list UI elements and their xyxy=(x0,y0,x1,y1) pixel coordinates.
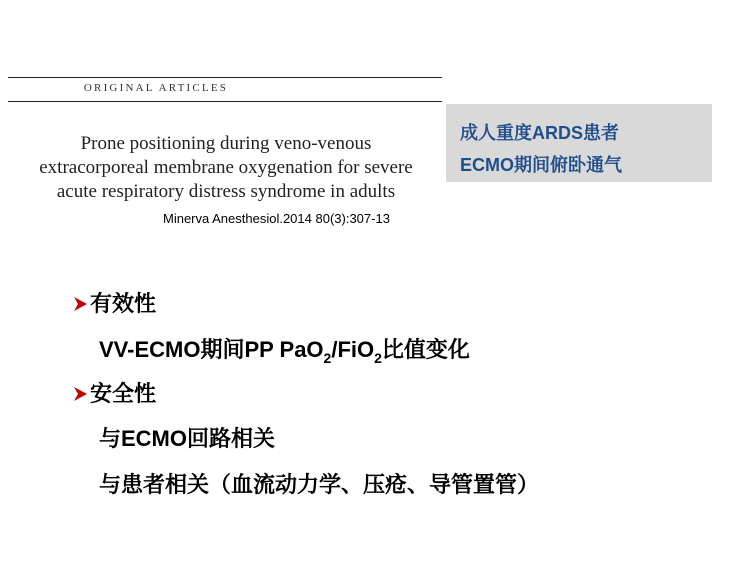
sub-item-text: VV-ECMO期间PP PaO xyxy=(99,337,324,362)
article-title-line: Prone positioning during veno-venous xyxy=(80,133,372,154)
highlight-line-1: 成人重度ARDS患者 xyxy=(460,123,620,143)
subscript: 2 xyxy=(374,350,382,366)
highlight-box xyxy=(446,104,712,182)
header-bottom-rule xyxy=(8,101,442,102)
bullet-efficacy xyxy=(72,287,156,318)
arrow-bullet-icon xyxy=(72,386,88,402)
sub-item-pao2-fio2 xyxy=(99,333,470,366)
bullet-safety xyxy=(72,377,156,408)
bullet-label: 有效性 xyxy=(90,291,157,316)
bullet-label: 安全性 xyxy=(90,381,157,406)
sub-item-text: 比值变化 xyxy=(381,337,470,362)
sub-item-patient-related: 与患者相关（血流动力学、压疮、导管置管） xyxy=(99,472,540,497)
header-top-rule xyxy=(8,77,442,78)
article-title xyxy=(20,132,432,204)
highlight-line-2: ECMO期间俯卧通气 xyxy=(460,155,622,175)
section-label: ORIGINAL ARTICLES xyxy=(83,82,229,94)
sub-item-ecmo-circuit: 与ECMO回路相关 xyxy=(99,426,276,451)
subscript: 2 xyxy=(323,350,332,366)
sub-item-text: /FiO xyxy=(331,337,375,362)
citation: Minerva Anesthesiol.2014 80(3):307-13 xyxy=(163,211,390,226)
arrow-bullet-icon xyxy=(72,296,88,312)
article-title-line: extracorporeal membrane oxygenation for severe xyxy=(39,157,413,178)
article-title-line: acute respiratory distress syndrome in adults xyxy=(56,181,396,202)
